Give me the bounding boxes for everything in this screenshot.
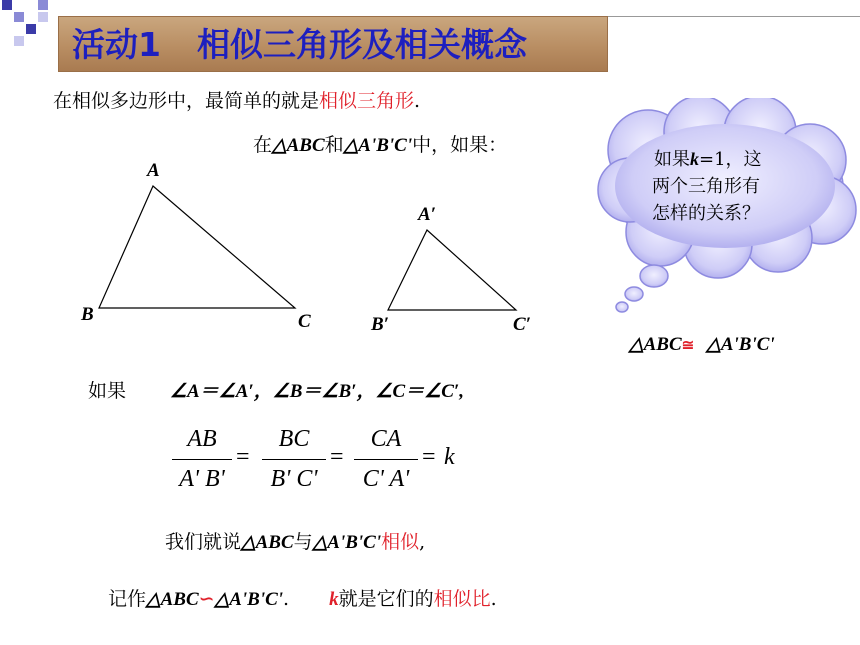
intro-text: 在相似多边形中，最简单的就是 [53,90,320,112]
congruence-left: △ABC [629,334,682,355]
similar-symbol: ∽ [198,588,215,610]
cloud-prefix: 如果 [654,149,690,170]
fraction-bar [354,459,418,460]
cloud-line-1 [654,145,762,171]
notation-period: . [283,588,290,610]
fraction-bar [262,459,326,460]
cloud-line-2: 两个三角形有 [652,176,760,197]
fraction-bar [172,459,232,460]
notation-triangle-2: △A'B'C' [214,589,284,610]
vertex-label-c: C [298,311,311,332]
notation-line [108,584,497,611]
equals-sign: = [330,444,344,470]
ratio-den-2: B' C' [270,466,318,492]
ratio-num-1: AB [187,426,217,452]
cloud-rest: =1，这 [699,149,762,170]
notation-k-text: 就是它们的 [338,588,434,610]
notation-k: k [329,589,339,610]
notation-prefix: 记作 [108,588,147,610]
statement-suffix: , [419,531,426,553]
ratio-num-3: CA [370,426,402,452]
title-subject: 相似三角形及相关概念 [196,25,527,64]
cloud-k: k [690,149,699,169]
ratio-den-3: C' A' [362,466,410,492]
ratio-num-2: BC [278,426,310,452]
equals-sign: = [236,444,250,470]
notation-end: . [490,588,497,610]
congruence-right: △A'B'C' [706,334,775,355]
notation-triangle-1: △ABC [146,589,199,610]
intro-highlight: 相似三角形 [319,90,415,112]
vertex-label-a-prime: A′ [418,204,437,225]
congruence-symbol: ≅ [681,336,695,354]
statement-triangle-1: △ABC [241,532,294,553]
cloud-line-3: 怎样的关系？ [652,203,760,224]
condition-mid: 和 [324,134,344,156]
angles-prefix: 如果 [88,380,127,402]
statement-prefix: 我们就说 [165,531,242,553]
vertex-label-a: A [147,160,160,181]
notation-highlight: 相似比 [433,588,491,610]
triangle-a-prime-b-prime-c-prime [388,230,516,310]
statement-mid: 与 [293,531,313,553]
condition-triangle-1: △ABC [272,135,325,156]
triangle-abc [99,186,295,308]
vertex-label-c-prime: C′ [513,314,532,335]
vertex-label-b-prime: B′ [371,314,390,335]
equals-sign: = [422,444,436,470]
title-label: 活动1 [72,25,161,64]
angles-expression: ∠A＝∠A′，∠B＝∠B′，∠C＝∠C′, [170,381,465,402]
statement-triangle-2: △A'B'C' [312,532,382,553]
vertex-label-b: B [81,304,94,325]
condition-prefix: 在 [253,134,273,156]
condition-suffix: 中，如果： [412,134,508,156]
intro-period: . [414,90,421,112]
statement-highlight: 相似 [381,531,420,553]
ratio-k: k [444,444,455,470]
condition-triangle-2: △A'B'C' [343,135,413,156]
ratio-den-1: A' B' [179,466,225,492]
congruence-statement [629,333,775,356]
similarity-statement [165,527,425,554]
